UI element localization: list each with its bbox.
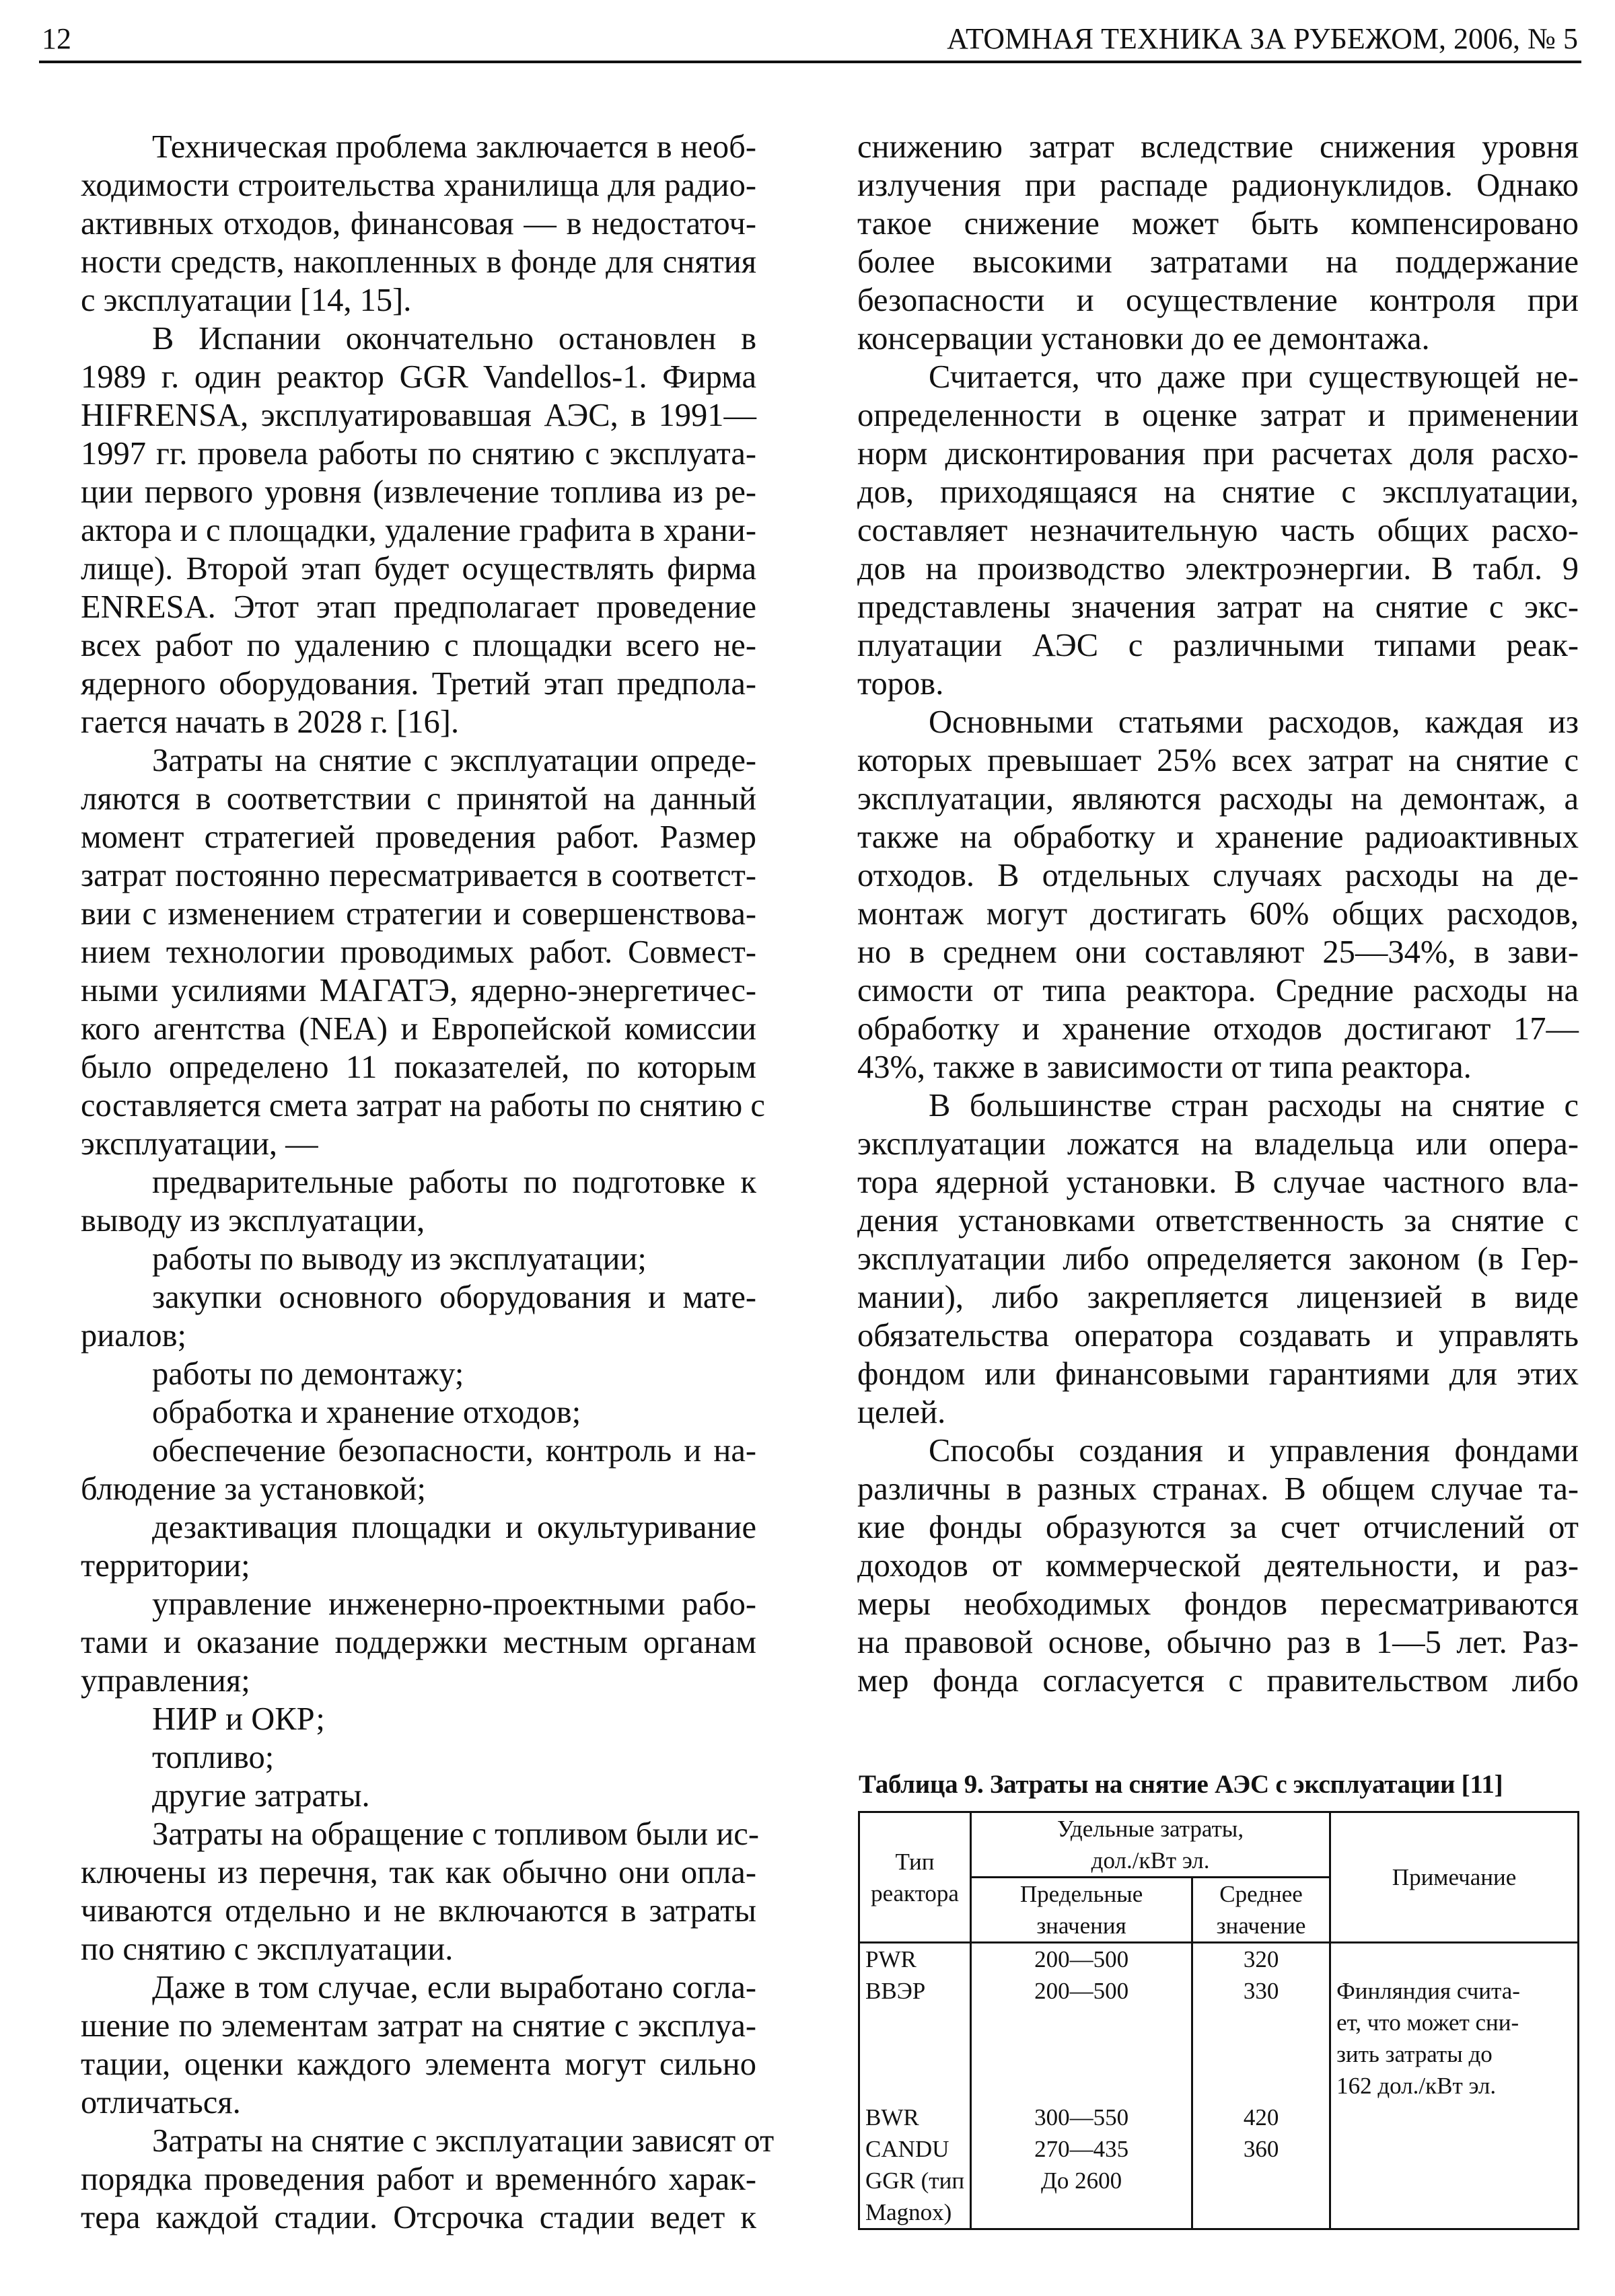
reactor-type: GGR (тип — [865, 2168, 965, 2194]
range-value: 300—550 — [1034, 2104, 1129, 2131]
text-line: обязательства оператора создавать и управлять — [857, 1318, 1579, 1354]
range-value: 200—500 — [1034, 1978, 1129, 2004]
text-line: представлены значения затрат на снятие с экс- — [857, 589, 1579, 625]
paragraph — [81, 320, 756, 741]
table-body-row — [859, 1943, 1579, 2229]
text-line: эксплуатации либо определяется законом (в Гер- — [857, 1241, 1579, 1277]
paragraph — [81, 128, 756, 320]
text-line: шение по элементам затрат на снятие с эксплуа- — [81, 2008, 756, 2044]
text-line: 1997 гг. провела работы по снятию с эксплуата- — [81, 436, 756, 472]
paragraph — [857, 128, 1579, 358]
reactor-type: PWR — [865, 1946, 917, 1972]
text-line: 1989 г. один реактор GGR Vandellos-1. Фирма — [81, 359, 756, 395]
paragraph — [81, 1278, 756, 1355]
note-line — [1336, 2102, 1572, 2133]
text-line: Способы создания и управления фондами — [929, 1433, 1579, 1469]
text-line: консервации установки до ее демонтажа. — [857, 321, 1430, 357]
text-line: эксплуатации, являются расходы на демонтаж, а — [857, 781, 1579, 817]
text-line: дов, приходящаяся на снятие с эксплуатации, — [857, 474, 1579, 510]
text-line: территории; — [81, 1548, 250, 1584]
text-line: отходов. В отдельных случаях расходы на де- — [857, 858, 1579, 893]
mean-value — [1198, 2165, 1324, 2196]
text-line: риалов; — [81, 1318, 186, 1354]
paragraph — [857, 1086, 1579, 1432]
reactor-type — [865, 2070, 964, 2102]
mean-value: 320 — [1243, 1946, 1279, 1972]
paragraph — [857, 358, 1579, 703]
text-line: которых превышает 25% всех затрат на снятие с — [857, 743, 1579, 778]
text-line: топливо; — [152, 1740, 275, 1775]
paragraph — [81, 741, 765, 1163]
text-line: Считается, что даже при существующей не- — [929, 359, 1579, 395]
text-line: но в среднем они составляют 25—34%, в зави- — [857, 934, 1579, 970]
text-line: ции первого уровня (извлечение топлива из ре- — [81, 474, 756, 510]
paragraph — [81, 1432, 756, 1508]
text-line: Затраты на снятие с эксплуатации зависят от — [152, 2123, 775, 2159]
text-line: различны в разных странах. В общем случае та- — [857, 1471, 1579, 1507]
header-note: Примечание — [1330, 1812, 1579, 1943]
text-line: плуатации АЭС с различными типами реак- — [857, 628, 1579, 663]
costs-table — [858, 1811, 1579, 2230]
text-line: В большинстве стран расходы на снятие с — [929, 1088, 1579, 1123]
text-line: НИР и ОКР; — [152, 1701, 325, 1737]
text-line: 43%, также в зависимости от типа реактора. — [857, 1049, 1472, 1085]
paragraph — [81, 1393, 756, 1432]
text-line: всех работ по удалению с площадки всего не- — [81, 628, 756, 663]
text-line: целей. — [857, 1395, 946, 1430]
table-caption: Таблица 9. Затраты на снятие АЭС с эксплуатации [11] — [859, 1770, 1503, 1799]
paragraph — [81, 1968, 756, 2122]
text-line: с эксплуатации [14, 15]. — [81, 283, 412, 318]
paragraph — [81, 1815, 759, 1968]
text-line: симости от типа реактора. Средние расходы на — [857, 973, 1579, 1008]
text-line: выводу из эксплуатации, — [81, 1203, 425, 1238]
text-line: управления; — [81, 1663, 250, 1699]
paragraph — [857, 703, 1579, 1086]
running-header: АТОМНАЯ ТЕХНИКА ЗА РУБЕЖОМ, 2006, № 5 — [947, 22, 1578, 55]
range-value: До 2600 — [1041, 2168, 1122, 2194]
paragraph — [81, 1700, 756, 1738]
text-line: норм дисконтирования при расчетах доля расхо- — [857, 436, 1579, 472]
header-range: Предельные значения — [971, 1878, 1192, 1943]
text-line: момент стратегией проведения работ. Размер — [81, 819, 756, 855]
paragraph — [81, 1240, 756, 1278]
range-value: 270—435 — [1034, 2136, 1129, 2162]
text-line: эксплуатации ложатся на владельца или опера- — [857, 1126, 1579, 1162]
text-line: ходимости строительства хранилища для радио- — [81, 168, 756, 203]
text-line: В Испании окончательно остановлен в — [152, 321, 756, 357]
text-line: кого агентства (NEA) и Европейской комиссии — [81, 1011, 756, 1047]
note-cells — [1330, 1943, 1579, 2229]
text-line: более высокими затратами на поддержание — [857, 244, 1579, 280]
reactor-type: ВВЭР — [865, 1978, 926, 2004]
text-line: дов на производство электроэнергии. В табл. 9 — [857, 551, 1579, 587]
text-line: определенности в оценке затрат и применении — [857, 398, 1579, 433]
paragraph — [81, 1508, 756, 1585]
range-value — [977, 2070, 1186, 2102]
range-value — [977, 2007, 1186, 2038]
text-line: активных отходов, финансовая — в недостаточ- — [81, 206, 756, 242]
reactor-type-cells — [859, 1943, 971, 2229]
right-column — [857, 128, 1579, 1700]
header-unit-costs: Удельные затраты, дол./кВт эл. — [971, 1812, 1330, 1878]
text-line: тора ядерной установки. В случае частного вла- — [857, 1164, 1579, 1200]
text-line: ности средств, накопленных в фонде для снятия — [81, 244, 756, 280]
paragraph — [81, 1585, 756, 1700]
paragraph — [81, 1355, 756, 1393]
text-line: ENRESA. Этот этап предполагает проведение — [81, 589, 756, 625]
text-line: мер фонда согласуется с правительством либо — [857, 1663, 1579, 1699]
text-line: Основными статьями расходов, каждая из — [929, 704, 1579, 740]
reactor-type — [865, 2007, 964, 2038]
text-line: такое снижение может быть компенсировано — [857, 206, 1579, 242]
text-line: закупки основного оборудования и мате- — [152, 1280, 756, 1315]
mean-value: 330 — [1243, 1978, 1279, 2004]
text-line: доходов от коммерческой деятельности, и раз- — [857, 1548, 1579, 1584]
text-line: эксплуатации, — — [81, 1126, 318, 1162]
text-line: дения установками ответственность за снятие с — [857, 1203, 1579, 1238]
text-line: порядка проведения работ и временнóго харак- — [81, 2161, 756, 2197]
reactor-type: BWR — [865, 2104, 919, 2131]
text-line: кие фонды образуются за счет отчислений от — [857, 1510, 1579, 1545]
text-line: обработка и хранение отходов; — [152, 1395, 581, 1430]
text-line: Затраты на снятие с эксплуатации опреде- — [152, 743, 756, 778]
paragraph — [81, 1777, 756, 1815]
text-line: фондом или финансовыми гарантиями для этих — [857, 1356, 1579, 1392]
reactor-type — [865, 2038, 964, 2070]
note-line — [1336, 2133, 1572, 2165]
text-line: работы по выводу из эксплуатации; — [152, 1241, 647, 1277]
text-line: тера каждой стадии. Отсрочка стадии ведет к — [81, 2200, 756, 2235]
mean-value — [1198, 2007, 1324, 2038]
text-line: мании), либо закрепляется лицензией в виде — [857, 1280, 1579, 1315]
mean-value: 360 — [1243, 2136, 1279, 2162]
text-line: монтаж могут достигать 60% общих расходов, — [857, 896, 1579, 932]
text-line: безопасности и осуществление контроля при — [857, 283, 1579, 318]
mean-value: 420 — [1243, 2104, 1279, 2131]
note-line: Финляндия счита- — [1336, 1978, 1520, 2004]
paragraph — [81, 2122, 775, 2237]
left-column — [81, 128, 775, 2237]
paragraph — [857, 1432, 1579, 1700]
note-line: 162 дол./кВт эл. — [1336, 2073, 1497, 2099]
text-line: нием технологии проводимых работ. Совмест- — [81, 934, 756, 970]
paragraph — [81, 1738, 756, 1777]
note-line — [1336, 2196, 1572, 2228]
text-line: вии с изменением стратегии и совершенствова- — [81, 896, 756, 932]
text-line: ными усилиями МАГАТЭ, ядерно-энергетичес- — [81, 973, 756, 1008]
text-line: ядерного оборудования. Третий этап предпола- — [81, 666, 756, 702]
text-line: предварительные работы по подготовке к — [152, 1164, 756, 1200]
range-cells — [971, 1943, 1192, 2229]
text-line: меры необходимых фондов пересматриваются — [857, 1586, 1579, 1622]
text-line: отличаться. — [81, 2085, 241, 2120]
text-line: гается начать в 2028 г. [16]. — [81, 704, 460, 740]
text-line: обработку и хранение отходов достигают 17— — [857, 1011, 1579, 1047]
text-line: управление инженерно-проектными рабо- — [152, 1586, 756, 1622]
text-line: тами и оказание поддержки местным органам — [81, 1625, 756, 1660]
note-line: зить затраты до — [1336, 2041, 1493, 2067]
reactor-type: CANDU — [865, 2136, 949, 2162]
text-line: актора и с площадки, удаление графита в храни- — [81, 513, 756, 548]
note-line — [1336, 1943, 1572, 1975]
text-line: было определено 11 показателей, по которым — [81, 1049, 756, 1085]
header-mean: Среднее значение — [1192, 1878, 1330, 1943]
text-line: другие затраты. — [152, 1778, 370, 1814]
text-line: также на обработку и хранение радиоактивных — [857, 819, 1579, 855]
note-line: ет, что может сни- — [1336, 2009, 1519, 2036]
text-line: составляется смета затрат на работы по снятию с — [81, 1088, 765, 1123]
mean-value — [1198, 2038, 1324, 2070]
text-line: Затраты на обращение с топливом были ис- — [152, 1816, 759, 1852]
mean-value — [1198, 2196, 1324, 2228]
header-rule — [39, 61, 1581, 63]
text-line: излучения при распаде радионуклидов. Однако — [857, 168, 1579, 203]
text-line: тации, оценки каждого элемента могут сильно — [81, 2046, 756, 2082]
text-line: чиваются отдельно и не включаются в затраты — [81, 1893, 756, 1929]
text-line: HIFRENSA, эксплуатировавшая АЭС, в 1991— — [81, 398, 756, 433]
text-line: дезактивация площадки и окультуривание — [152, 1510, 756, 1545]
range-value — [977, 2196, 1186, 2228]
text-line: составляет незначительную часть общих расхо- — [857, 513, 1579, 548]
text-line: Даже в том случае, если выработано согла- — [152, 1970, 756, 2005]
text-line: затрат постоянно пересматривается в соответст- — [81, 858, 756, 893]
note-line — [1336, 2165, 1572, 2196]
text-line: ключены из перечня, так как обычно они опла- — [81, 1855, 756, 1890]
text-line: по снятию с эксплуатации. — [81, 1931, 454, 1967]
text-line: блюдение за установкой; — [81, 1471, 426, 1507]
range-value — [977, 2038, 1186, 2070]
reactor-type: Magnox) — [865, 2199, 952, 2225]
text-line: Техническая проблема заключается в необ- — [152, 129, 756, 165]
text-line: на правовой основе, обычно раз в 1—5 лет. Раз- — [857, 1625, 1579, 1660]
header-reactor-type: Тип реактора — [859, 1812, 971, 1943]
range-value: 200—500 — [1034, 1946, 1129, 1972]
mean-cells — [1192, 1943, 1330, 2229]
text-line: снижению затрат вследствие снижения уровня — [857, 129, 1579, 165]
mean-value — [1198, 2070, 1324, 2102]
page-number: 12 — [42, 22, 71, 55]
text-line: торов. — [857, 666, 944, 702]
text-line: лище). Второй этап будет осуществлять фирма — [81, 551, 756, 587]
table-header-row — [859, 1812, 1579, 1878]
text-line: обеспечение безопасности, контроль и на- — [152, 1433, 756, 1469]
text-line: работы по демонтажу; — [152, 1356, 464, 1392]
text-line: ляются в соответствии с принятой на данный — [81, 781, 756, 817]
paragraph — [81, 1163, 756, 1240]
